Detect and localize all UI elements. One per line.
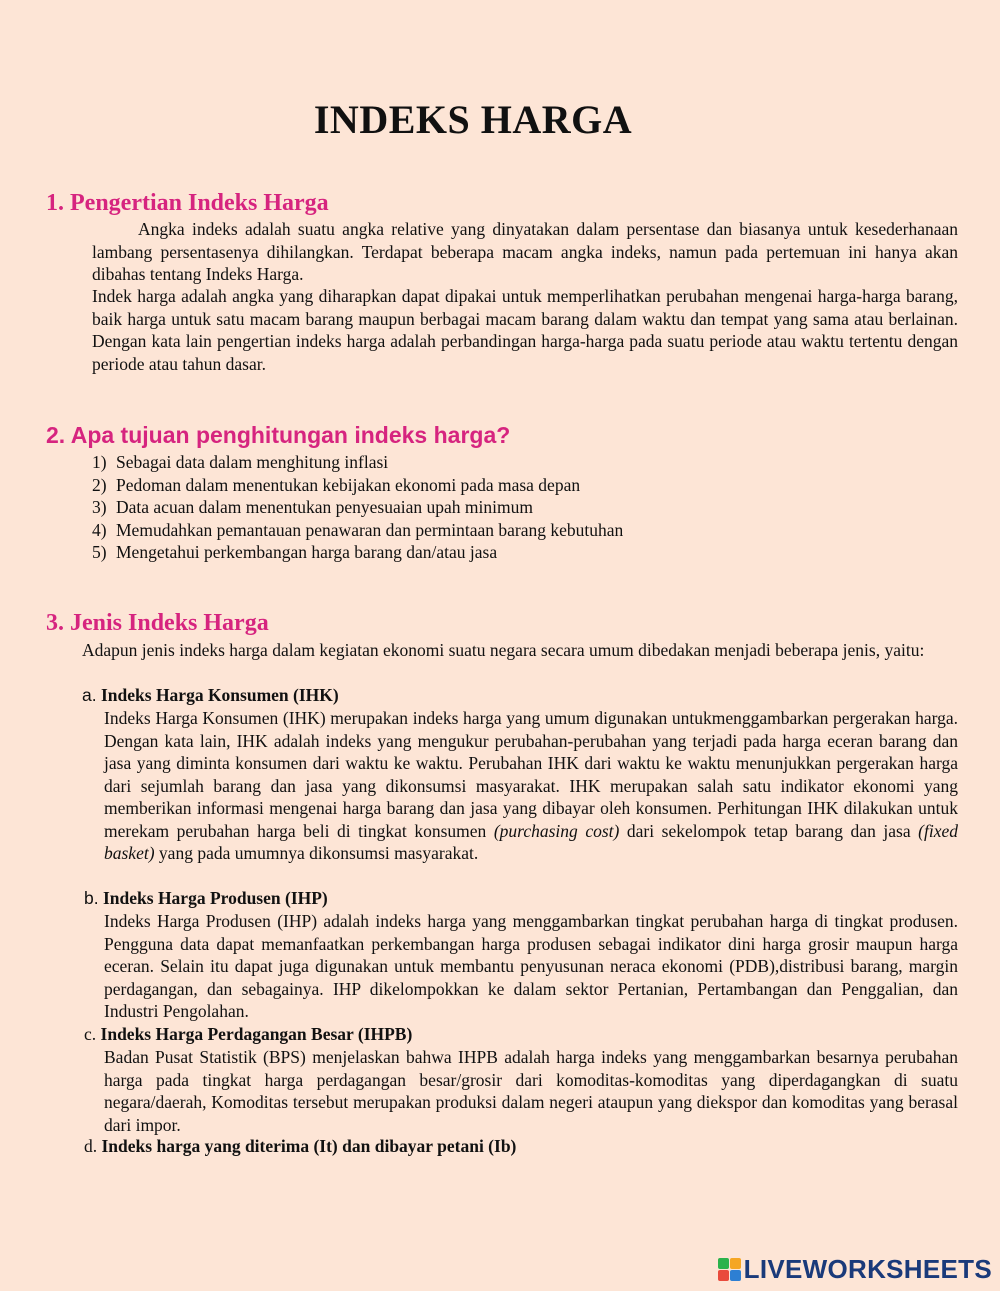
list-item-number: 5) [92, 542, 107, 562]
ihk-text-2: dari sekelompok tetap barang dan jasa [619, 820, 919, 841]
section-heading-purpose: 2. Apa tujuan penghitungan indeks harga? [46, 422, 511, 448]
definition-paragraph-1 [92, 218, 958, 286]
list-item-number: 3) [92, 497, 107, 517]
list-item-text: Mengetahui perkembangan harga barang dan/atau jasa [116, 542, 498, 562]
subheading-letter: c. [84, 1024, 97, 1044]
subheading-letter: b. [84, 888, 99, 908]
subheading-letter: a. [82, 685, 97, 705]
definition-paragraph-2: Indek harga adalah angka yang diharapkan dapat dipakai untuk memperlihatkan perubahan mengenai harga-harga barang, baik harga untuk satu macam barang maupun berbagai macam barang dalam waktu dan tempat yang sama atau berlainan. Dengan kata lain pengertian indeks harga adalah perbandingan harga-harga pada suatu periode atau waktu tertentu dengan periode atau tahun dasar. [92, 286, 958, 374]
list-item [92, 541, 623, 564]
types-intro: Adapun jenis indeks harga dalam kegiatan ekonomi suatu negara secara umum dibedakan menjadi beberapa jenis, yaitu: [82, 640, 925, 660]
subheading-title: Indeks Harga Produsen (IHP) [102, 888, 328, 908]
page-title: INDEKS HARGA [313, 97, 633, 142]
ihpb-paragraph: Badan Pusat Statistik (BPS) menjelaskan bahwa IHPB adalah harga indeks yang menggambarkan besarnya perubahan harga pada tingkat harga perdagangan besar/grosir dari komoditas-komoditas yang diperdagangkan di suatu negara/daerah, Komoditas tersebut merupakan produksi dalam negeri ataupun yang diekspor dan komoditas yang berasal dari impor. [104, 1047, 958, 1135]
list-item-number: 1) [92, 452, 107, 472]
subheading-ihpb [84, 1023, 412, 1046]
liveworksheets-logo [718, 1254, 992, 1285]
subheading-title: Indeks Harga Perdagangan Besar (IHPB) [100, 1024, 413, 1044]
ihp-paragraph: Indeks Harga Produsen (IHP) adalah indeks harga yang menggambarkan tingkat perubahan harga di tingkat produsen. Pengguna data dapat memanfaatkan perkembangan harga produsen sebagai indikator dini harga grosir maupun harga eceran. Selain itu dapat juga digunakan untuk membantu penyusunan neraca ekonomi (PDB),distribusi barang, margin perdagangan, dan sebagainya. IHP dikelompokkan ke dalam sektor Pertanian, Pertambangan dan Penggalian, dan Industri Pengolahan. [104, 911, 958, 1021]
subheading-title: Indeks Harga Konsumen (IHK) [100, 685, 339, 705]
list-item-text: Pedoman dalam menentukan kebijakan ekonomi pada masa depan [116, 474, 581, 495]
ihk-italic-2: (fixed basket) [104, 820, 958, 863]
list-item-text: Data acuan dalam menentukan penyesuaian upah minimum [116, 497, 533, 517]
list-item [92, 519, 623, 542]
subheading-it-ib [84, 1135, 516, 1158]
ihk-text-1: Indeks Harga Konsumen (IHK) merupakan indeks harga yang umum digunakan untukmenggambarkan pergerakan harga. Dengan kata lain, IHK adalah indeks yang mengukur perubahan-perubahan yang terjadi pada harga eceran barang dan jasa yang diminta konsumen dari waktu ke waktu. Perubahan IHK dari waktu ke waktu menunjukkan pergerakan harga dari sejumlah barang dan jasa yang dikonsumsi masyarakat. IHK merupakan salah satu indikator ekonomi yang memberikan informasi mengenai harga barang dan jasa yang dibayar oleh konsumen. Perhitungan IHK dilakukan untuk merekam perubahan harga beli di tingkat konsumen [104, 708, 958, 841]
ihk-text-3: yang pada umumnya dikonsumsi masyarakat. [154, 843, 479, 863]
logo-mark-icon [718, 1258, 741, 1281]
section-heading-definition: 1. Pengertian Indeks Harga [46, 190, 329, 216]
list-item [92, 496, 623, 519]
purpose-list [92, 451, 623, 564]
subheading-ihk [82, 684, 339, 707]
logo-text: LIVEWORKSHEETS [743, 1254, 992, 1284]
ihk-paragraph [104, 707, 958, 865]
list-item [92, 474, 623, 497]
subheading-title: Indeks harga yang diterima (It) dan dibayar petani (Ib) [101, 1136, 517, 1156]
list-item-number: 2) [92, 474, 107, 495]
definition-paragraph-1-text: Angka indeks adalah suatu angka relative yang dinyatakan dalam persentase dan biasanya untuk kesederhanaan lambang persentasenya dihilangkan. Terdapat beberapa macam angka indeks, namun pada pertemuan ini hanya akan dibahas tentang Indeks Harga. [92, 219, 958, 284]
list-item-text: Memudahkan pemantauan penawaran dan permintaan barang kebutuhan [116, 519, 624, 540]
ihk-italic-1: (purchasing cost) [493, 820, 620, 841]
list-item-number: 4) [92, 519, 107, 540]
section-heading-types: 3. Jenis Indeks Harga [46, 610, 269, 636]
list-item [92, 451, 623, 474]
subheading-ihp [84, 887, 328, 910]
list-item-text: Sebagai data dalam menghitung inflasi [116, 452, 389, 472]
subheading-letter: d. [84, 1136, 98, 1156]
